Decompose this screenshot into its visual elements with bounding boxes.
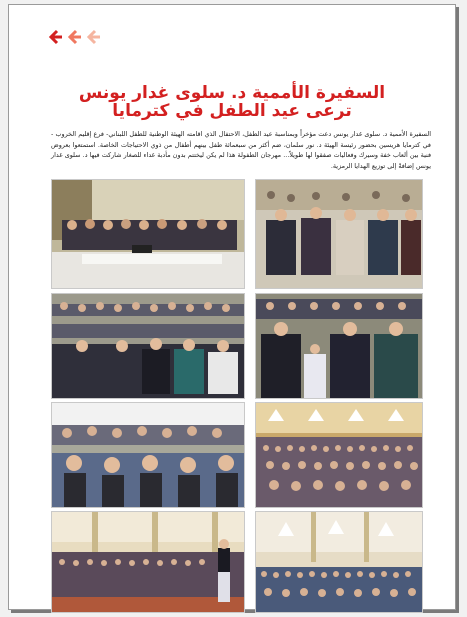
photo-children-closeup bbox=[51, 402, 245, 508]
arrow-left-icon bbox=[47, 29, 63, 49]
photo-officials-seated bbox=[255, 293, 423, 399]
photo-audience-seated bbox=[51, 293, 245, 399]
photo-performer-stage bbox=[51, 511, 245, 613]
magazine-page bbox=[8, 4, 456, 610]
section-arrows bbox=[47, 29, 101, 49]
photo-officials-table bbox=[51, 179, 245, 289]
photo-hall-crowd bbox=[255, 402, 423, 508]
arrow-left-icon bbox=[66, 29, 82, 49]
photo-guests-front-row bbox=[255, 179, 423, 289]
article-body: السفيرة الأممية د. سلوى غدار يونس دعت مؤخراً وبمناسبة عيد الطفل، الاحتفال الذي اقامته الهيئة الوطنية للطفل اللبناني- فرع إقليم الخروب - في كترمايا هريسين بحضور رئيسة الهيئة د. نور سلمان، ضم أكثر من سبعمائة طفل بينهم أطفال من ذوي الاحتياجات الخاصة. استمتعوا بعروض فنية بين ألعاب خفة وسيرك وفعاليات صفقوا لها طويلاً... مهرجان الطفولة هذا لم يكن ليختتم بدون مأدبة غداء للصغار شاركت فيها د. سلوى غدار يونس إضافةً إلى توزيع الهدايا الرمزية. bbox=[51, 130, 431, 170]
headline-line-1: السفيرة الأممية د. سلوى غدار يونس bbox=[78, 83, 386, 103]
arrow-left-icon bbox=[85, 29, 101, 49]
headline-line-2: ترعى عيد الطفل في كترمايا bbox=[112, 101, 352, 121]
photo-hall-wide bbox=[255, 511, 423, 613]
